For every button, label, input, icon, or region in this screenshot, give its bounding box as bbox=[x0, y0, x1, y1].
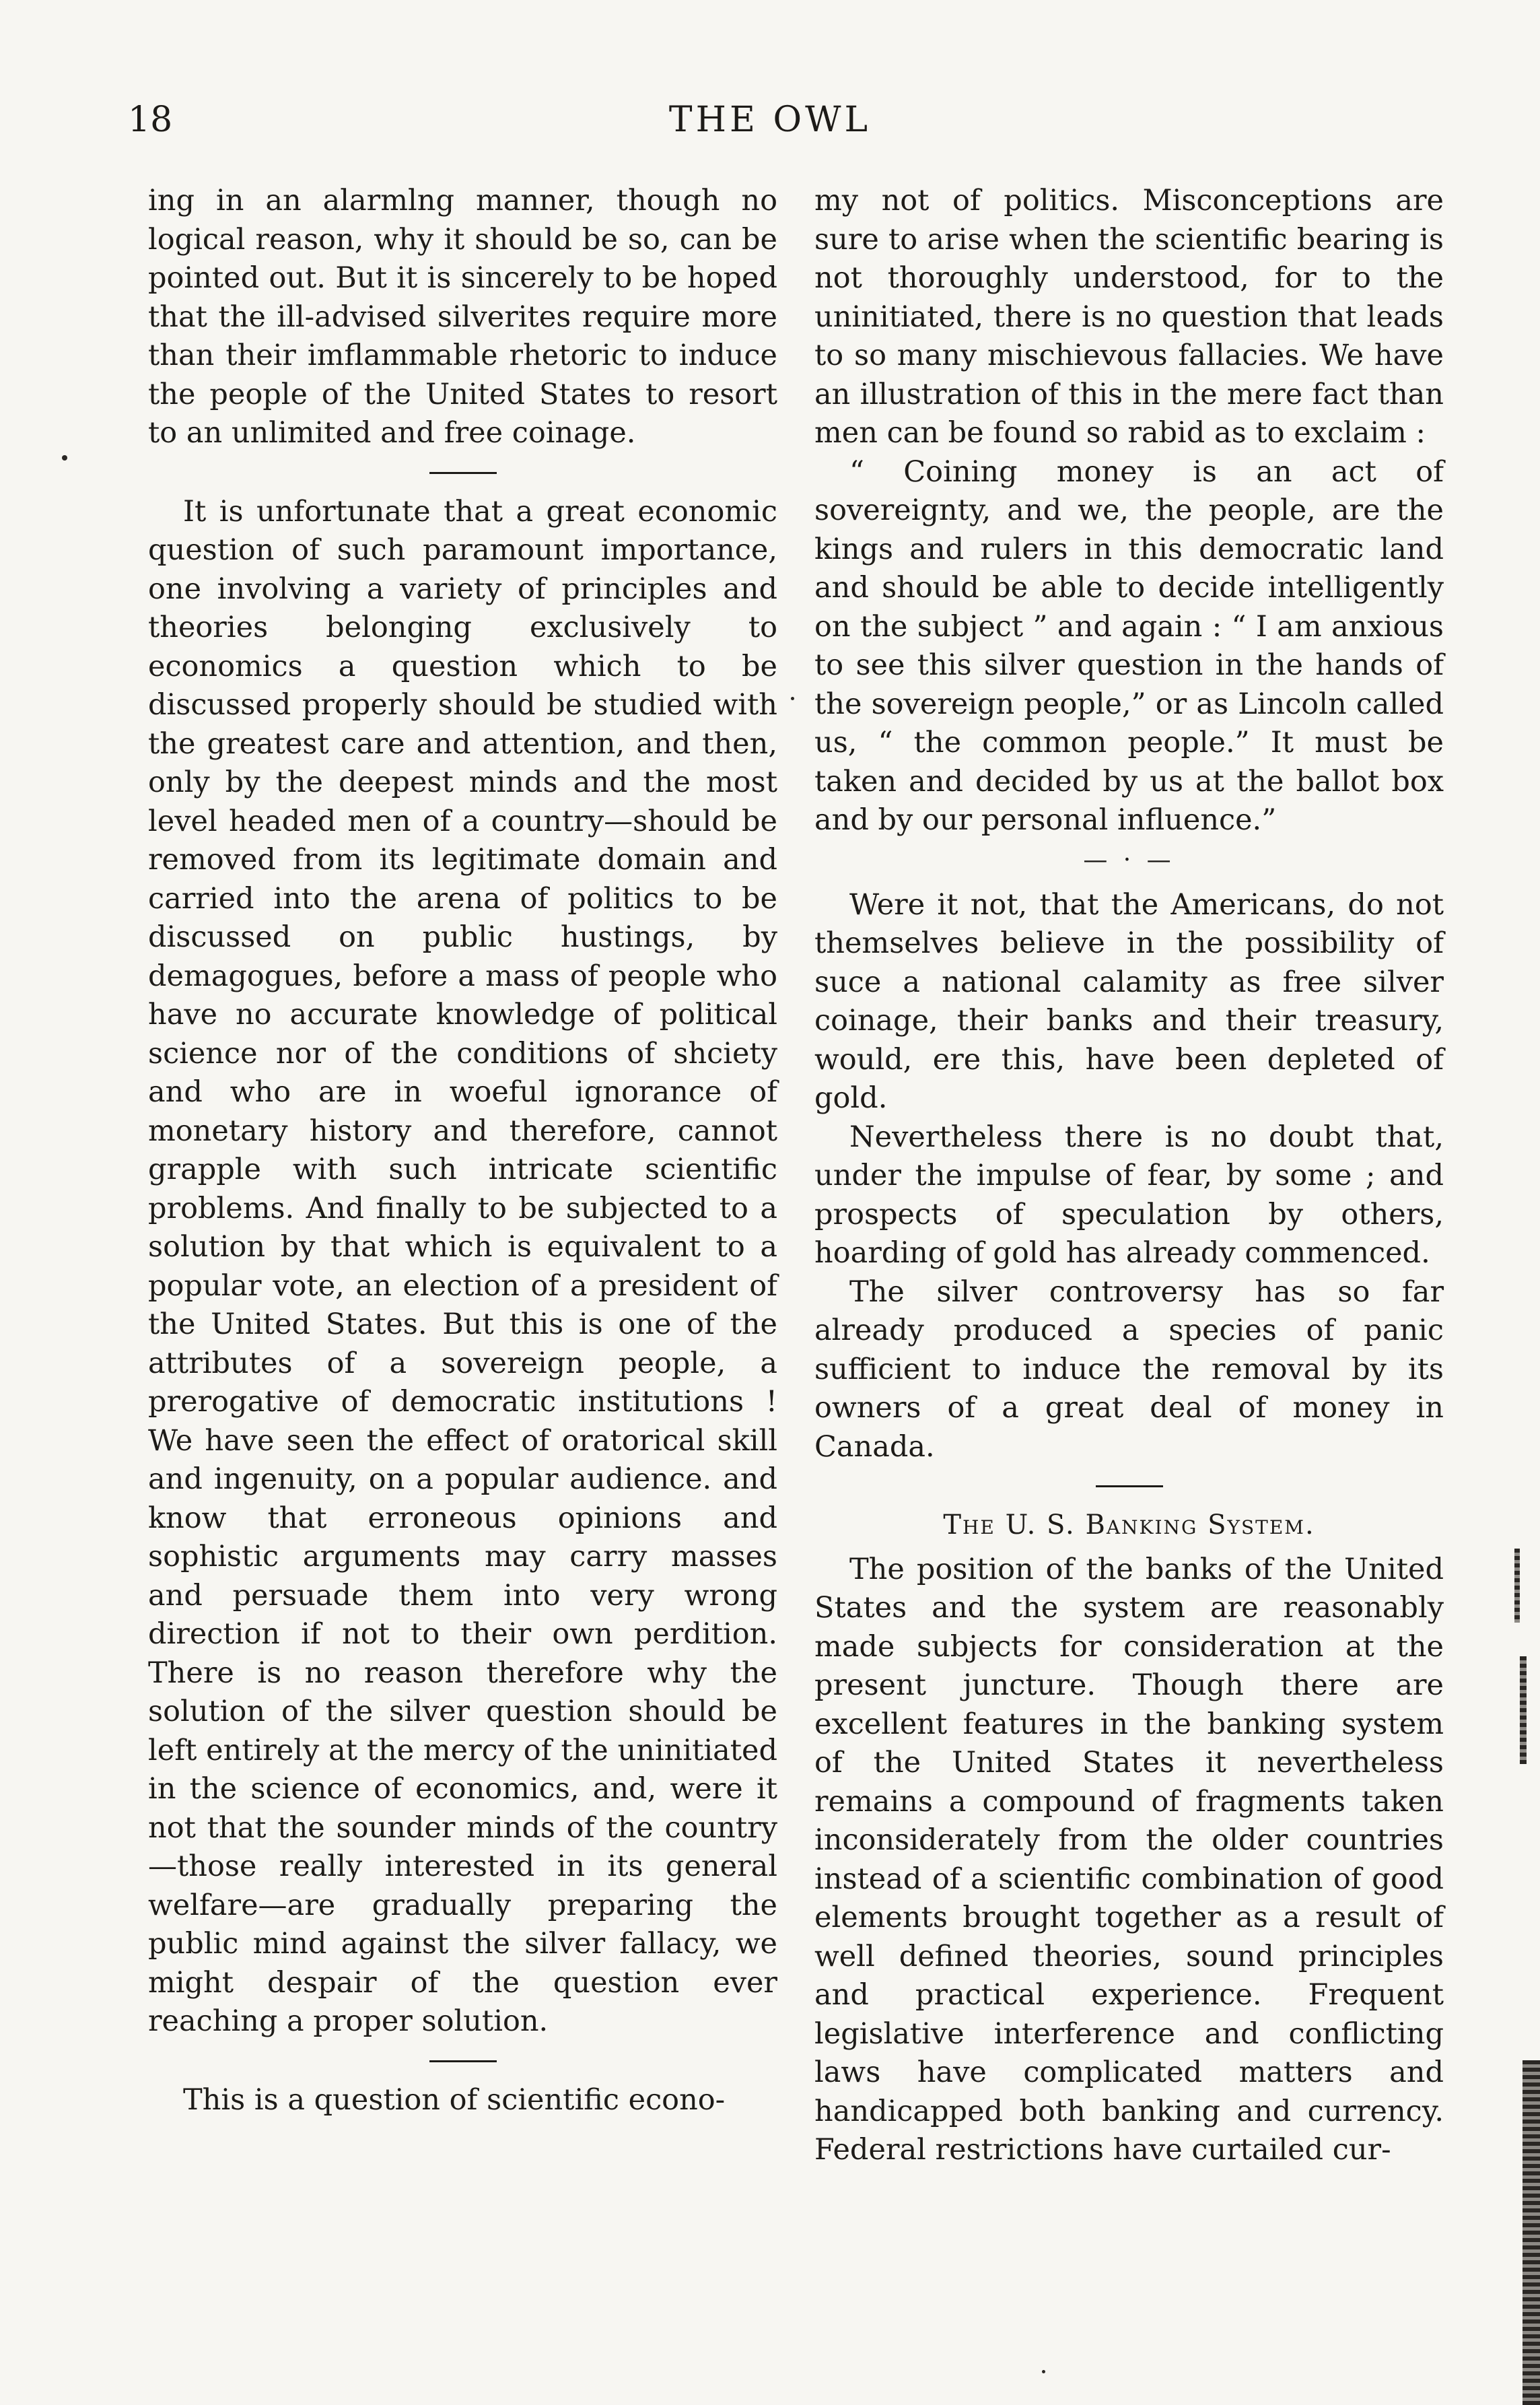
scan-edge-mark bbox=[1523, 2060, 1540, 2405]
section-rule bbox=[429, 472, 497, 474]
right-paragraph-3: Were it not, that the Americans, do not themselves believe in the possibility of suce a national calamity as free silver coinage, their banks and their treasury, would, ere this, have been depleted of gold. bbox=[814, 887, 1444, 1115]
section-heading: The U. S. Banking System. bbox=[943, 1510, 1315, 1540]
right-column bbox=[814, 182, 1444, 2170]
scan-edge-mark bbox=[1520, 1656, 1527, 1764]
page-number: 18 bbox=[128, 100, 173, 140]
section-rule bbox=[429, 2060, 497, 2062]
scan-edge-mark bbox=[1514, 1549, 1520, 1623]
dashed-separator: — · — bbox=[1083, 846, 1175, 874]
right-quote-paragraph: “ Coining money is an act of sovereignty, and we, the people, are the kings and rulers in this democratic land and should be able to decide intelligently on the subject ” and again : “ I am anxious to see this silver question in the hands of the sovereign people,” or as Lincoln called us, “ the common people.” It must be taken and decided by us at the ballot box and by our personal influence.” bbox=[814, 454, 1444, 837]
scan-speck bbox=[791, 697, 794, 700]
right-paragraph-4: Nevertheless there is no doubt that, under the impulse of fear, by some ; and prospects of speculation by others, hoarding of gold has already commenced. bbox=[814, 1120, 1444, 1270]
scan-speck bbox=[1042, 2370, 1045, 2373]
left-column bbox=[148, 182, 777, 2120]
running-title: THE OWL bbox=[668, 100, 872, 140]
left-paragraph-2: It is unfortunate that a great economic question of such paramount importance, one involving a variety of principles and theories belonging exclusively to economics a question which to be discussed properly should be studied with the greatest care and attention, and then, only by the deepest minds and the most level headed men of a country—should be removed from its legitimate domain and carried into the arena of politics to be discussed on public hustings, by demagogues, before a mass of people who have no accurate knowledge of political science nor of the conditions of shciety and who are in woeful ignorance of monetary history and therefore, cannot grapple with such intricate scientific problems. And finally to be subjected to a solution by that which is equivalent to a popular vote, an election of a president of the United States. But this is one of the attributes of a sovereign people, a prerogative of democratic institutions ! We have seen the effect of oratorical skill and ingenuity, on a popular audience. and know that erroneous opinions and sophistic arguments may carry masses and persuade them into very wrong direction if not to their own perdition. There is no reason therefore why the solution of the silver question should be left entirely at the mercy of the uninitiated in the science of economics, and, were it not that the sounder minds of the country—those really interested in its general welfare—are gradually preparing the public mind against the silver fallacy, we might despair of the question ever reaching a proper solution. bbox=[148, 494, 777, 2038]
right-paragraph-1: my not of politics. Misconceptions are sure to arise when the scientific bearing is not thoroughly understood, for to the uninitiated, there is no question that leads to so many mischievous fallacies. We have an illustration of this in the mere fact than men can be found so rabid as to exclaim : bbox=[814, 184, 1444, 450]
left-paragraph-3: This is a question of scientific econo- bbox=[183, 2082, 726, 2117]
right-paragraph-6: The position of the banks of the United States and the system are reasonably made subjects for consideration at the present juncture. Though there are excellent features in the banking system of the United States it nevertheless remains a compound of fragments taken inconsiderately from the older countries instead of a scientific combination of good elements brought together as a result of well defined theories, sound principles and practical experience. Frequent legislative interference and conflicting laws have complicated matters and handicapped both banking and currency. Federal restrictions have curtailed cur- bbox=[814, 1552, 1444, 2167]
section-rule bbox=[1096, 1485, 1163, 1487]
scan-speck bbox=[62, 455, 67, 461]
right-paragraph-5: The silver controversy has so far already produced a species of panic sufficient to induce the removal by its owners of a great deal of money in Canada. bbox=[814, 1275, 1444, 1464]
left-paragraph-1: ing in an alarmlng manner, though no logical reason, why it should be so, can be pointed out. But it is sincerely to be hoped that the ill-advised silverites require more than their imflammable rhetoric to induce the people of the United States to resort to an unlimited and free coinage. bbox=[148, 184, 777, 450]
